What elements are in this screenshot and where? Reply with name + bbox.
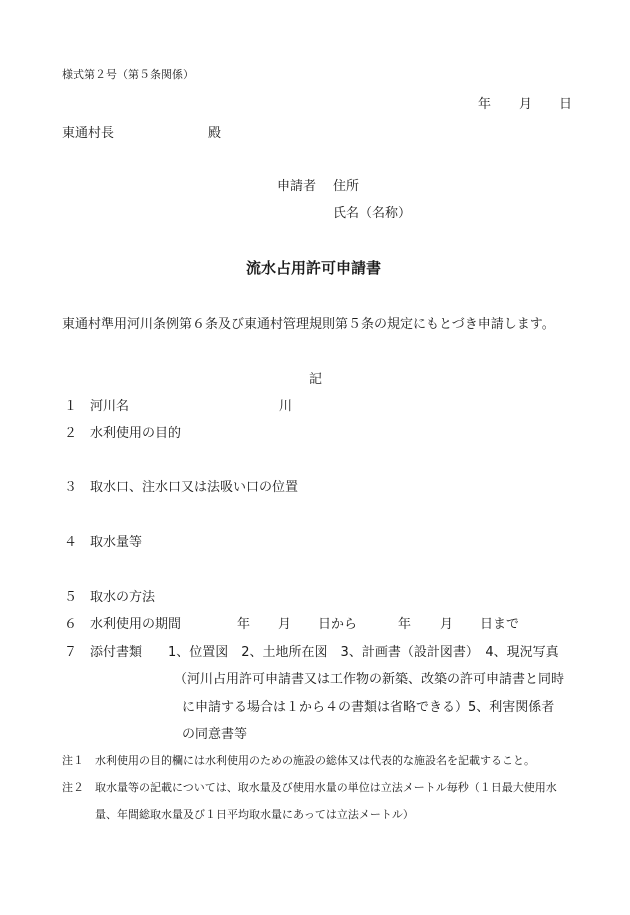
- item-number: ２: [64, 426, 78, 441]
- attachments-line-2: （河川占用許可申請書又は工作物の新築、改築の許可申請書と同時: [174, 672, 565, 687]
- item-label: 水利使用の期間: [90, 617, 182, 632]
- addressee-honorific: 殿: [208, 126, 222, 141]
- item-number: ７: [64, 645, 78, 660]
- attachments-line-4: の同意書等: [182, 727, 248, 742]
- period-to-month: 月: [440, 617, 454, 632]
- note-label: 注１: [62, 754, 84, 767]
- form-label: 様式第２号（第５条関係）: [62, 68, 194, 81]
- item-label: 取水量等: [90, 535, 143, 550]
- applicant-address-label: 住所: [333, 179, 360, 194]
- date-day: 日: [559, 97, 573, 112]
- item-label: 取水の方法: [90, 590, 156, 605]
- period-from-day: 日から: [318, 617, 358, 632]
- intro-text: 東通村準用河川条例第６条及び東通村管理規則第５条の規定にもとづき申請します。: [62, 317, 555, 332]
- item-label: 水利使用の目的: [90, 426, 182, 441]
- period-from-month: 月: [278, 617, 292, 632]
- date-year: 年: [478, 97, 492, 112]
- item-number: ５: [64, 590, 78, 605]
- river-suffix: 川: [279, 399, 293, 414]
- attachments-line-1: 1、位置図 2、土地所在図 3、計画書（設計図書） 4、現況写真: [168, 645, 559, 660]
- attachments-line-3: に申請する場合は１から４の書類は省略できる）5、利害関係者: [182, 700, 555, 715]
- date-month: 月: [519, 97, 533, 112]
- item-number: ４: [64, 535, 78, 550]
- document-title: 流水占用許可申請書: [246, 259, 382, 277]
- ki-heading: 記: [309, 372, 323, 387]
- item-label: 取水口、注水口又は法吸い口の位置: [90, 480, 299, 495]
- addressee-name: 東通村長: [62, 126, 115, 141]
- note-text: 水利使用の目的欄には水利使用のための施設の総体又は代表的な施設名を記載すること。: [95, 754, 535, 767]
- note-label: 注２: [62, 781, 84, 794]
- note-text-line-1: 取水量等の記載については、取水量及び使用水量の単位は立法メートル毎秒（１日最大使用水: [95, 781, 557, 794]
- item-number: ６: [64, 617, 78, 632]
- applicant-name-label: 氏名（名称）: [333, 206, 412, 221]
- applicant-label: 申請者: [277, 179, 317, 194]
- period-to-day: 日まで: [480, 617, 520, 632]
- note-text-line-2: 量、年間総取水量及び１日平均取水量にあっては立法メートル）: [95, 808, 414, 821]
- item-label: 添付書類: [90, 645, 143, 660]
- item-number: ３: [64, 480, 78, 495]
- item-number: １: [64, 399, 78, 414]
- period-to-year: 年: [398, 617, 412, 632]
- period-from-year: 年: [237, 617, 251, 632]
- item-label: 河川名: [90, 399, 130, 414]
